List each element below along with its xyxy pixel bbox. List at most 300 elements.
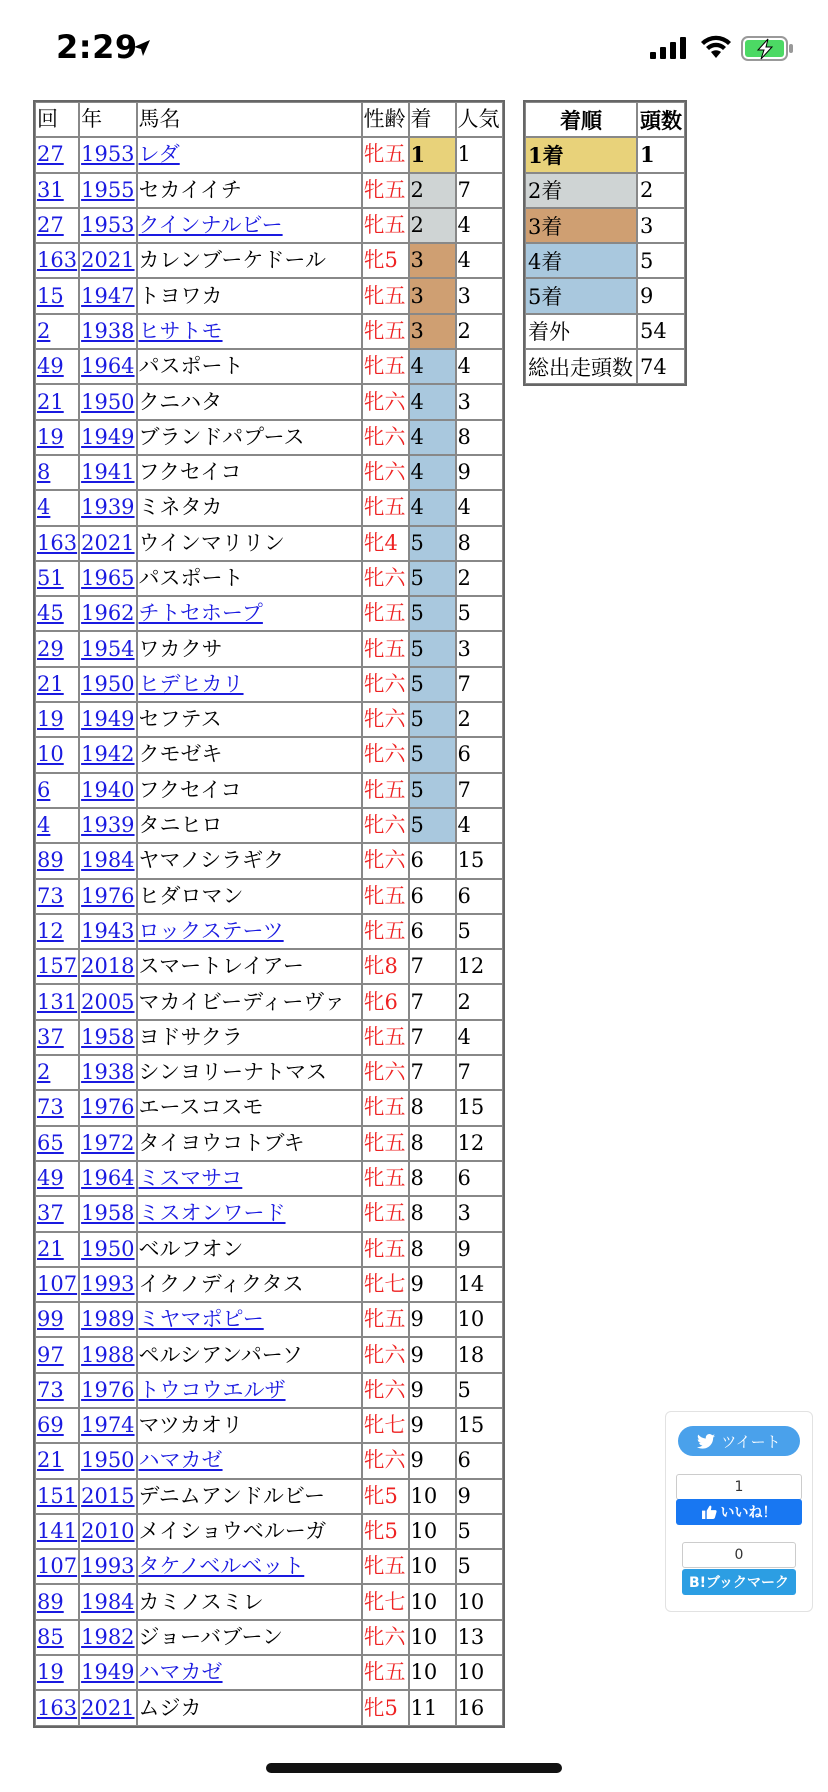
sex-age: 牝5 [362,1514,409,1549]
sex-age: 牝五 [362,1020,409,1055]
race-year-link-cell [79,561,136,596]
finish-rank: 3 [409,243,456,278]
race-number-link[interactable]: 19 [37,707,64,732]
table-row [35,173,503,208]
race-year-link[interactable]: 2021 [81,248,135,273]
finish-rank: 8 [409,1126,456,1161]
horse-name-link-cell [137,1196,362,1231]
race-number-link[interactable]: 163 [37,530,78,555]
horse-name: ブランドパプース [137,420,362,455]
race-year-link-cell [79,1020,136,1055]
race-number-link-cell [35,1055,79,1090]
race-year-link[interactable]: 1954 [81,636,135,661]
table-row [35,596,503,631]
race-number-link-cell [35,1408,79,1443]
race-year-link-cell [79,1655,136,1690]
race-year-link[interactable]: 1938 [81,318,135,343]
race-year-link[interactable]: 1962 [81,601,135,626]
race-number-link[interactable]: 97 [37,1342,64,1367]
race-year-link-cell [79,808,136,843]
popularity: 15 [456,1090,503,1125]
race-number-link-cell [35,1161,79,1196]
race-year-link[interactable]: 1939 [81,495,135,520]
race-year-link-cell [79,1514,136,1549]
table-row [35,314,503,349]
race-year-link[interactable]: 1989 [81,1307,135,1332]
summary-row [525,243,685,278]
race-number-link[interactable]: 65 [37,1130,64,1155]
race-year-link-cell [79,1232,136,1267]
horse-name: エースコスモ [137,1090,362,1125]
race-number-link[interactable]: 2 [37,318,51,343]
finish-rank: 7 [409,984,456,1019]
finish-rank: 2 [409,208,456,243]
race-year-link-cell [79,384,136,419]
sex-age: 牝五 [362,631,409,666]
race-number-link-cell [35,631,79,666]
horse-name-link[interactable]: ハマカゼ [138,1448,223,1473]
race-year-link-cell [79,631,136,666]
race-year-link[interactable]: 2018 [81,954,135,979]
race-number-link[interactable]: 37 [37,1024,64,1049]
race-number-link-cell [35,773,79,808]
race-number-link[interactable]: 73 [37,1095,64,1120]
sex-age: 牝5 [362,1479,409,1514]
popularity: 14 [456,1267,503,1302]
race-number-link-cell [35,1337,79,1372]
horse-name: セカイイチ [137,173,362,208]
race-year-link[interactable]: 1947 [81,283,135,308]
finish-rank: 5 [409,596,456,631]
horse-name: イクノディクタス [137,1267,362,1302]
race-year-link[interactable]: 1976 [81,883,135,908]
race-number-link[interactable]: 151 [37,1483,78,1508]
sex-age: 牝六 [362,384,409,419]
race-year-link[interactable]: 1958 [81,1024,135,1049]
race-number-link-cell [35,1020,79,1055]
race-number-link[interactable]: 69 [37,1413,64,1438]
popularity: 5 [456,1373,503,1408]
table-row [35,384,503,419]
summary-table [523,100,687,386]
race-number-link[interactable]: 2 [37,1060,51,1085]
race-number-link[interactable]: 85 [37,1624,64,1649]
race-year-link[interactable]: 1972 [81,1130,135,1155]
race-year-link[interactable]: 1939 [81,813,135,838]
popularity: 6 [456,737,503,772]
sex-age: 牝五 [362,1302,409,1337]
summary-row [525,137,685,172]
race-year-link[interactable]: 1964 [81,1166,135,1191]
race-number-link[interactable]: 21 [37,389,64,414]
summary-rank-label: 着外 [525,314,637,349]
race-number-link-cell [35,349,79,384]
race-number-link[interactable]: 89 [37,848,64,873]
popularity: 4 [456,1020,503,1055]
race-year-link[interactable]: 2005 [81,989,135,1014]
table-row [35,561,503,596]
horse-name-link[interactable]: ロックステーツ [138,918,284,943]
race-year-link[interactable]: 1941 [81,460,135,485]
race-year-link[interactable]: 1949 [81,424,135,449]
horse-name-link-cell [137,1443,362,1478]
horse-name-link-cell [137,137,362,172]
hatena-bookmark[interactable] [682,1542,796,1598]
horse-name: セフテス [137,702,362,737]
sex-age: 牝五 [362,596,409,631]
table-row [35,1090,503,1125]
race-number-link-cell [35,1196,79,1231]
finish-rank: 9 [409,1443,456,1478]
popularity: 3 [456,278,503,313]
race-year-link[interactable]: 1958 [81,1201,135,1226]
summary-rank-label: 総出走頭数 [525,349,637,384]
race-number-link[interactable]: 131 [37,989,78,1014]
race-year-link-cell [79,737,136,772]
race-year-link[interactable]: 1950 [81,1448,135,1473]
race-year-link-cell [79,1584,136,1619]
race-number-link[interactable]: 99 [37,1307,64,1332]
finish-rank: 6 [409,914,456,949]
horse-name-link[interactable]: レダ [138,142,180,167]
table-row [35,667,503,702]
race-number-link-cell [35,914,79,949]
race-number-link[interactable]: 45 [37,601,64,626]
table-row [35,1232,503,1267]
horse-name-link[interactable]: クインナルビー [138,213,283,238]
finish-rank: 4 [409,490,456,525]
race-number-link[interactable]: 73 [37,883,64,908]
race-year-link[interactable]: 1976 [81,1377,135,1402]
table-row [35,631,503,666]
race-year-link-cell [79,843,136,878]
table-row [35,137,503,172]
race-number-link-cell [35,420,79,455]
sex-age: 牝五 [362,914,409,949]
table-row [35,1584,503,1619]
wifi-icon [700,34,732,60]
sex-age: 牝六 [362,420,409,455]
race-year-link-cell [79,1055,136,1090]
race-number-link[interactable]: 21 [37,1236,64,1261]
race-number-link[interactable]: 37 [37,1201,64,1226]
race-year-link-cell [79,490,136,525]
horse-name: マカイビーディーヴァ [137,984,362,1019]
race-year-link[interactable]: 2021 [81,1695,135,1720]
horse-name-link[interactable]: タケノベルベット [138,1554,305,1579]
race-number-link[interactable]: 15 [37,283,64,308]
horse-name: クモゼキ [137,737,362,772]
race-year-link[interactable]: 1950 [81,671,135,696]
sex-age: 牝七 [362,1267,409,1302]
race-number-link-cell [35,843,79,878]
race-year-link[interactable]: 1976 [81,1095,135,1120]
horse-name: フクセイコ [137,455,362,490]
race-number-link[interactable]: 27 [37,213,64,238]
popularity: 1 [456,137,503,172]
table-row [35,1161,503,1196]
race-year-link-cell [79,984,136,1019]
finish-rank: 9 [409,1267,456,1302]
horse-name: デニムアンドルビー [137,1479,362,1514]
summary-count: 74 [637,349,685,384]
table-row [35,1337,503,1372]
race-year-link-cell [79,879,136,914]
sex-age: 牝8 [362,949,409,984]
race-year-link-cell [79,208,136,243]
race-year-link[interactable]: 1949 [81,1660,135,1685]
horse-name: ミネタカ [137,490,362,525]
status-bar [0,0,828,100]
horse-name: マツカオリ [137,1408,362,1443]
race-number-link[interactable]: 51 [37,566,64,590]
race-number-link-cell [35,1302,79,1337]
finish-rank: 4 [409,384,456,419]
race-year-link[interactable]: 1953 [81,142,135,167]
popularity: 2 [456,561,503,596]
race-year-link[interactable]: 1993 [81,1554,135,1579]
race-number-link[interactable]: 4 [37,813,51,838]
race-year-link-cell [79,137,136,172]
popularity: 3 [456,631,503,666]
horse-name-link-cell [137,1655,362,1690]
popularity: 6 [456,1161,503,1196]
race-year-link[interactable]: 1942 [81,742,135,767]
race-year-link-cell [79,949,136,984]
header-kai: 回 [35,102,79,137]
horse-name-link-cell [137,914,362,949]
race-number-link-cell [35,808,79,843]
horse-name: スマートレイアー [137,949,362,984]
race-number-link[interactable]: 10 [37,742,64,767]
race-year-link[interactable]: 1950 [81,389,135,414]
race-number-link[interactable]: 163 [37,1695,78,1720]
race-year-link[interactable]: 1938 [81,1060,135,1085]
race-number-link[interactable]: 141 [37,1519,78,1544]
finish-rank: 8 [409,1232,456,1267]
race-year-link[interactable]: 1953 [81,213,135,238]
race-year-link-cell [79,420,136,455]
race-year-link[interactable]: 1964 [81,354,135,379]
summary-count: 1 [637,137,685,172]
race-number-link-cell [35,208,79,243]
like-button[interactable] [676,1499,802,1525]
table-row [35,278,503,313]
race-year-link-cell [79,314,136,349]
race-year-link[interactable]: 1988 [81,1342,135,1367]
race-year-link-cell [79,667,136,702]
popularity: 15 [456,843,503,878]
race-year-link[interactable]: 1965 [81,566,135,590]
horse-name: ジョーバブーン [137,1620,362,1655]
race-year-link[interactable]: 1982 [81,1624,135,1649]
race-number-link-cell [35,384,79,419]
sex-age: 牝5 [362,243,409,278]
tweet-button[interactable] [678,1426,800,1456]
finish-rank: 5 [409,808,456,843]
sex-age: 牝五 [362,349,409,384]
race-number-link-cell [35,526,79,561]
twitter-bird-icon [697,1434,715,1449]
race-number-link[interactable]: 31 [37,177,64,202]
race-year-link[interactable]: 1943 [81,918,135,943]
horse-name-link-cell [137,1161,362,1196]
table-row [35,1373,503,1408]
race-number-link-cell [35,1267,79,1302]
race-year-link[interactable]: 1984 [81,848,135,873]
summary-rank-label: 5着 [525,278,637,313]
race-number-link[interactable]: 8 [37,460,51,485]
race-number-link-cell [35,561,79,596]
race-number-link[interactable]: 19 [37,424,64,449]
race-year-link-cell [79,702,136,737]
popularity: 7 [456,773,503,808]
results-header-row [35,102,503,137]
popularity: 9 [456,455,503,490]
popularity: 10 [456,1302,503,1337]
hatena-bookmark-button[interactable]: B!ブックマーク [682,1569,796,1595]
race-number-link[interactable]: 49 [37,354,64,379]
race-number-link[interactable]: 107 [37,1271,78,1296]
race-number-link[interactable]: 157 [37,954,78,979]
race-number-link[interactable]: 21 [37,1448,64,1473]
race-number-link[interactable]: 4 [37,495,51,520]
table-row [35,526,503,561]
race-year-link[interactable]: 1940 [81,777,135,802]
horse-name-link[interactable]: ミスオンワード [138,1201,286,1226]
popularity: 3 [456,1196,503,1231]
summary-row [525,208,685,243]
race-number-link[interactable]: 12 [37,918,64,943]
race-year-link[interactable]: 1950 [81,1236,135,1261]
horse-name-link[interactable]: ハマカゼ [138,1660,223,1685]
horse-name: ベルフオン [137,1232,362,1267]
finish-rank: 9 [409,1337,456,1372]
thumbs-up-icon [702,1505,717,1519]
race-number-link-cell [35,596,79,631]
summary-header-count: 頭数 [637,102,685,137]
race-number-link-cell [35,737,79,772]
race-number-link[interactable]: 107 [37,1554,78,1579]
race-year-link[interactable]: 1949 [81,707,135,732]
finish-rank: 5 [409,773,456,808]
sex-age: 牝五 [362,173,409,208]
sex-age: 牝五 [362,314,409,349]
race-number-link[interactable]: 29 [37,636,64,661]
table-row [35,1514,503,1549]
race-number-link[interactable]: 163 [37,248,78,273]
popularity: 7 [456,667,503,702]
horse-name: カミノスミレ [137,1584,362,1619]
race-year-link-cell [79,1620,136,1655]
finish-rank: 10 [409,1655,456,1690]
table-row [35,1126,503,1161]
horse-name: ウインマリリン [137,526,362,561]
race-number-link[interactable]: 73 [37,1377,64,1402]
header-sex-age: 性齢 [362,102,409,137]
facebook-like[interactable] [676,1474,802,1526]
race-number-link-cell [35,1690,79,1725]
race-number-link-cell [35,1514,79,1549]
race-year-link-cell [79,1690,136,1725]
sex-age: 牝五 [362,1655,409,1690]
horse-name: ペルシアンパーソ [137,1337,362,1372]
race-number-link[interactable]: 21 [37,671,64,696]
race-year-link[interactable]: 1955 [81,177,135,202]
race-number-link[interactable]: 6 [37,777,51,802]
race-number-link[interactable]: 89 [37,1589,64,1614]
table-row [35,1690,503,1725]
popularity: 3 [456,384,503,419]
horse-name: ワカクサ [137,631,362,666]
popularity: 8 [456,526,503,561]
sex-age: 牝五 [362,879,409,914]
hatena-count: 0 [682,1542,796,1568]
race-year-link[interactable]: 1974 [81,1413,135,1438]
finish-rank: 4 [409,349,456,384]
table-row [35,1302,503,1337]
horse-name: クニハタ [137,384,362,419]
summary-row [525,314,685,349]
race-number-link[interactable]: 19 [37,1660,64,1685]
finish-rank: 5 [409,561,456,596]
horse-name-link[interactable]: チトセホープ [138,601,263,626]
table-row [35,349,503,384]
race-number-link-cell [35,1549,79,1584]
horse-name: タニヒロ [137,808,362,843]
finish-rank: 8 [409,1196,456,1231]
popularity: 4 [456,490,503,525]
table-row [35,702,503,737]
popularity: 7 [456,173,503,208]
race-year-link[interactable]: 1984 [81,1589,135,1614]
horse-name-link[interactable]: ヒサトモ [138,318,223,343]
popularity: 4 [456,243,503,278]
race-number-link-cell [35,243,79,278]
table-row [35,208,503,243]
race-number-link[interactable]: 27 [37,142,64,167]
horse-name-link[interactable]: ミヤマポピー [138,1307,264,1332]
popularity: 9 [456,1479,503,1514]
popularity: 6 [456,879,503,914]
race-year-link[interactable]: 2021 [81,530,135,555]
race-year-link[interactable]: 2010 [81,1519,135,1544]
horse-name-link[interactable]: ミスマサコ [138,1166,243,1191]
popularity: 4 [456,808,503,843]
sex-age: 牝五 [362,278,409,313]
horse-name: パスポート [137,349,362,384]
race-year-link[interactable]: 2015 [81,1483,135,1508]
sex-age: 牝五 [362,1549,409,1584]
race-number-link-cell [35,949,79,984]
finish-rank: 3 [409,314,456,349]
popularity: 9 [456,1232,503,1267]
horse-name-link[interactable]: ヒデヒカリ [138,671,244,696]
popularity: 10 [456,1584,503,1619]
finish-rank: 5 [409,737,456,772]
popularity: 7 [456,1055,503,1090]
sex-age: 牝五 [362,137,409,172]
table-row [35,843,503,878]
race-year-link-cell [79,243,136,278]
table-row [35,808,503,843]
table-row [35,1408,503,1443]
race-number-link[interactable]: 49 [37,1166,64,1191]
race-number-link-cell [35,455,79,490]
finish-rank: 9 [409,1302,456,1337]
race-year-link[interactable]: 1993 [81,1271,135,1296]
horse-name-link[interactable]: トウコウエルザ [138,1377,286,1402]
